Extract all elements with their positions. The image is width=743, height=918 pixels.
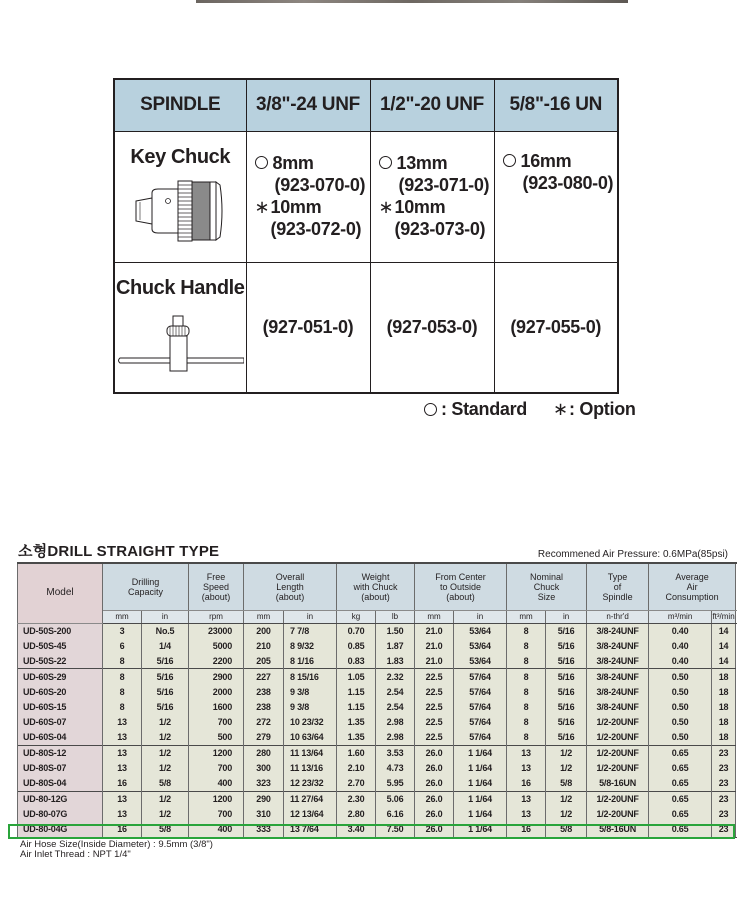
data-cell: 1200 (189, 791, 244, 806)
chuck-table-header-row (114, 79, 618, 131)
data-cell: 23 (712, 822, 736, 837)
data-cell: 400 (189, 822, 244, 837)
data-cell: 0.70 (337, 623, 376, 638)
table-row (18, 730, 736, 745)
data-cell: 400 (189, 776, 244, 791)
data-cell: 57/64 (454, 730, 507, 745)
unit-row (18, 610, 736, 623)
data-cell: 2.54 (376, 684, 415, 699)
chuck-handle-5-8-code: (927-055-0) (494, 263, 618, 393)
data-cell: 57/64 (454, 684, 507, 699)
data-cell: 0.50 (649, 699, 712, 714)
data-cell: 6.16 (376, 807, 415, 822)
chuck-handle-label-cell (114, 263, 246, 393)
data-cell: 16 (103, 822, 142, 837)
data-cell: 5/8 (142, 776, 189, 791)
data-cell: 7.50 (376, 822, 415, 837)
model-cell: UD-50S-22 (18, 654, 103, 669)
data-cell: 8 (507, 638, 546, 653)
data-cell: 1.50 (376, 623, 415, 638)
model-header: Model (18, 563, 103, 623)
data-cell: 1/2 (142, 807, 189, 822)
data-cell: 0.65 (649, 761, 712, 776)
data-cell: 5/16 (546, 715, 587, 730)
unit-header: mm (415, 610, 454, 623)
drill-notes (20, 840, 213, 860)
table-row (18, 807, 736, 822)
table-row (18, 776, 736, 791)
data-cell: 1/2 (546, 745, 587, 760)
air-inlet-note: Air Inlet Thread : NPT 1/4" (20, 849, 131, 860)
data-cell: 53/64 (454, 654, 507, 669)
data-cell: 1/2-20UNF (587, 730, 649, 745)
data-cell: 0.50 (649, 669, 712, 684)
data-cell: 23 (712, 745, 736, 760)
chuck-handle-icon (116, 314, 244, 376)
data-cell: 22.5 (415, 684, 454, 699)
data-cell: 8 (507, 699, 546, 714)
data-cell: 238 (244, 699, 284, 714)
data-cell: 1.60 (337, 745, 376, 760)
legend-option-label: : Option (569, 399, 636, 419)
data-cell: 2.98 (376, 730, 415, 745)
data-cell: 1.35 (337, 715, 376, 730)
data-cell: 8 (507, 730, 546, 745)
data-cell: 2.54 (376, 699, 415, 714)
unit-header: m³/min (649, 610, 712, 623)
data-cell: 8 (507, 684, 546, 699)
data-cell: 5/8 (546, 822, 587, 837)
legend-standard-label: : Standard (441, 399, 528, 419)
data-cell: 200 (244, 623, 284, 638)
data-cell: 1 1/64 (454, 791, 507, 806)
table-row (18, 654, 736, 669)
model-cell: UD-60S-04 (18, 730, 103, 745)
chuck-spindle-table (113, 78, 619, 394)
unit-header: in (454, 610, 507, 623)
data-cell: 26.0 (415, 745, 454, 760)
key-chuck-label: Key Chuck (130, 145, 231, 168)
key-chuck-size: 10mm (394, 196, 446, 217)
data-cell: 2.10 (337, 761, 376, 776)
key-chuck-code: (923-070-0) (274, 174, 366, 195)
data-cell: 8 (103, 654, 142, 669)
unit-header: mm (507, 610, 546, 623)
key-chuck-size: 16mm (520, 150, 572, 171)
key-chuck-size: 10mm (270, 196, 322, 217)
data-cell: 5/8-16UN (587, 776, 649, 791)
data-cell: 290 (244, 791, 284, 806)
data-cell: 4.73 (376, 761, 415, 776)
data-cell: 1 1/64 (454, 761, 507, 776)
data-cell: 5/16 (142, 699, 189, 714)
data-cell: 2.32 (376, 669, 415, 684)
data-cell: 1 1/64 (454, 776, 507, 791)
drilling-capacity-header: Drilling Capacity (103, 563, 189, 610)
data-cell: 53/64 (454, 623, 507, 638)
data-cell: 1/2-20UNF (587, 761, 649, 776)
data-cell: 1.15 (337, 699, 376, 714)
data-cell: 8 15/16 (284, 669, 337, 684)
table-row (18, 623, 736, 638)
data-cell: 3/8-24UNF (587, 638, 649, 653)
unit-header: in (142, 610, 189, 623)
data-cell: 5/16 (546, 730, 587, 745)
data-cell: 205 (244, 654, 284, 669)
data-cell: 3.40 (337, 822, 376, 837)
data-cell: 8 (507, 669, 546, 684)
key-chuck-row (114, 131, 618, 262)
data-cell: 0.65 (649, 791, 712, 806)
chuck-legend (424, 399, 636, 420)
table-row (18, 684, 736, 699)
data-cell: 2.98 (376, 715, 415, 730)
top-image-edge (196, 0, 628, 3)
data-cell: 13 7/64 (284, 822, 337, 837)
data-cell: 227 (244, 669, 284, 684)
data-cell: 13 (507, 807, 546, 822)
data-cell: 5/8 (546, 776, 587, 791)
data-cell: 11 13/64 (284, 745, 337, 760)
drill-table-body (18, 623, 736, 837)
data-cell: 5/16 (546, 623, 587, 638)
data-cell: 23 (712, 761, 736, 776)
data-cell: 323 (244, 776, 284, 791)
data-cell: 210 (244, 638, 284, 653)
data-cell: 22.5 (415, 699, 454, 714)
data-cell: 6 (103, 638, 142, 653)
data-cell: 1/2 (142, 730, 189, 745)
data-cell: 16 (507, 822, 546, 837)
data-cell: 18 (712, 699, 736, 714)
data-cell: 23 (712, 807, 736, 822)
data-cell: 5.06 (376, 791, 415, 806)
data-cell: 1.05 (337, 669, 376, 684)
data-cell: 1/2-20UNF (587, 791, 649, 806)
data-cell: 5/16 (546, 699, 587, 714)
data-cell: 280 (244, 745, 284, 760)
data-cell: 23000 (189, 623, 244, 638)
data-cell: 11 13/16 (284, 761, 337, 776)
data-cell: 0.65 (649, 822, 712, 837)
data-cell: 11 27/64 (284, 791, 337, 806)
data-cell: 18 (712, 669, 736, 684)
nominal-chuck-header: Nominal Chuck Size (507, 563, 587, 610)
data-cell: 1/2 (142, 791, 189, 806)
data-cell: 13 (103, 807, 142, 822)
unit-header: in (284, 610, 337, 623)
model-cell: UD-60S-20 (18, 684, 103, 699)
key-chuck-3-8-cell (246, 131, 370, 262)
data-cell: 0.40 (649, 654, 712, 669)
data-cell: 57/64 (454, 715, 507, 730)
standard-circle-icon (503, 154, 516, 167)
data-cell: 10 23/32 (284, 715, 337, 730)
key-chuck-label-cell (114, 131, 246, 262)
model-cell: UD-60S-29 (18, 669, 103, 684)
drill-header-row (18, 563, 736, 610)
data-cell: 333 (244, 822, 284, 837)
data-cell: 0.83 (337, 654, 376, 669)
key-chuck-size: 13mm (396, 152, 448, 173)
data-cell: 5/16 (142, 684, 189, 699)
data-cell: 3 (103, 623, 142, 638)
unit-header: kg (337, 610, 376, 623)
spindle-3-8-header: 3/8"-24 UNF (246, 79, 370, 131)
data-cell: 1/2-20UNF (587, 745, 649, 760)
unit-header: ft³/min (712, 610, 736, 623)
key-chuck-5-8-cell (494, 131, 618, 262)
data-cell: 8 (103, 684, 142, 699)
weight-header: Weight with Chuck (about) (337, 563, 415, 610)
data-cell: 3/8-24UNF (587, 684, 649, 699)
data-cell: 1/2 (142, 761, 189, 776)
data-cell: 2.70 (337, 776, 376, 791)
data-cell: 2200 (189, 654, 244, 669)
data-cell: 21.0 (415, 623, 454, 638)
data-cell: 500 (189, 730, 244, 745)
key-chuck-icon (134, 179, 226, 243)
table-row (18, 715, 736, 730)
data-cell: 23 (712, 776, 736, 791)
data-cell: 5/16 (546, 669, 587, 684)
data-cell: 300 (244, 761, 284, 776)
data-cell: 1.35 (337, 730, 376, 745)
data-cell: 57/64 (454, 669, 507, 684)
data-cell: 57/64 (454, 699, 507, 714)
data-cell: 1 1/64 (454, 807, 507, 822)
key-chuck-1-2-cell (370, 131, 494, 262)
data-cell: 1/2 (142, 745, 189, 760)
data-cell: 1/2 (546, 761, 587, 776)
data-cell: 3/8-24UNF (587, 699, 649, 714)
data-cell: 0.40 (649, 623, 712, 638)
unit-header: rpm (189, 610, 244, 623)
data-cell: 7 7/8 (284, 623, 337, 638)
data-cell: 5000 (189, 638, 244, 653)
chuck-handle-3-8-code: (927-051-0) (246, 263, 370, 393)
overall-length-header: Overall Length (about) (244, 563, 337, 610)
data-cell: 8 9/32 (284, 638, 337, 653)
data-cell: 238 (244, 684, 284, 699)
table-row (18, 638, 736, 653)
data-cell: 0.65 (649, 745, 712, 760)
air-hose-note: Air Hose Size(Inside Diameter) : 9.5mm (3/8") (20, 839, 213, 850)
spindle-type-header: Type of Spindle (587, 563, 649, 610)
recommended-pressure: Recommened Air Pressure: 0.6MPa(85psi) (537, 549, 728, 560)
data-cell: 18 (712, 730, 736, 745)
data-cell: 5/8-16UN (587, 822, 649, 837)
data-cell: 13 (103, 791, 142, 806)
data-cell: 2900 (189, 669, 244, 684)
data-cell: 1.83 (376, 654, 415, 669)
data-cell: 8 (507, 654, 546, 669)
data-cell: 0.85 (337, 638, 376, 653)
data-cell: 13 (507, 791, 546, 806)
option-asterisk-icon: ∗ (553, 399, 568, 419)
data-cell: 0.65 (649, 776, 712, 791)
data-cell: 2.80 (337, 807, 376, 822)
data-cell: 1200 (189, 745, 244, 760)
key-chuck-size: 8mm (272, 152, 314, 173)
data-cell: 0.40 (649, 638, 712, 653)
table-row (18, 669, 736, 684)
data-cell: 3/8-24UNF (587, 654, 649, 669)
data-cell: 8 (507, 623, 546, 638)
model-cell: UD-80S-07 (18, 761, 103, 776)
data-cell: 5/16 (546, 638, 587, 653)
data-cell: 1/2 (142, 715, 189, 730)
data-cell: 18 (712, 715, 736, 730)
data-cell: 5.95 (376, 776, 415, 791)
data-cell: 5/16 (142, 654, 189, 669)
model-cell: UD-50S-45 (18, 638, 103, 653)
free-speed-header: Free Speed (about) (189, 563, 244, 610)
data-cell: 3.53 (376, 745, 415, 760)
data-cell: 12 23/32 (284, 776, 337, 791)
key-chuck-code: (923-071-0) (398, 174, 490, 195)
option-asterisk-icon: ∗ (378, 196, 394, 217)
data-cell: 16 (103, 776, 142, 791)
data-cell: 18 (712, 684, 736, 699)
data-cell: 13 (507, 745, 546, 760)
data-cell: 0.50 (649, 730, 712, 745)
data-cell: 5/16 (142, 669, 189, 684)
model-cell: UD-60S-15 (18, 699, 103, 714)
data-cell: 0.65 (649, 807, 712, 822)
data-cell: 1/2-20UNF (587, 807, 649, 822)
data-cell: 0.50 (649, 684, 712, 699)
option-asterisk-icon: ∗ (254, 196, 270, 217)
model-cell: UD-80-07G (18, 807, 103, 822)
data-cell: 13 (103, 761, 142, 776)
data-cell: 272 (244, 715, 284, 730)
data-cell: 14 (712, 638, 736, 653)
data-cell: 22.5 (415, 715, 454, 730)
spindle-1-2-header: 1/2"-20 UNF (370, 79, 494, 131)
data-cell: 5/16 (546, 684, 587, 699)
model-cell: UD-80-04G (18, 822, 103, 837)
unit-header: mm (244, 610, 284, 623)
data-cell: 1600 (189, 699, 244, 714)
unit-header: mm (103, 610, 142, 623)
model-cell: UD-50S-200 (18, 623, 103, 638)
data-cell: 53/64 (454, 638, 507, 653)
data-cell: 26.0 (415, 822, 454, 837)
data-cell: 1/2 (546, 807, 587, 822)
data-cell: 1 1/64 (454, 745, 507, 760)
data-cell: 22.5 (415, 730, 454, 745)
unit-header: lb (376, 610, 415, 623)
drill-spec-table (17, 562, 736, 838)
data-cell: 22.5 (415, 669, 454, 684)
data-cell: 8 1/16 (284, 654, 337, 669)
data-cell: 3/8-24UNF (587, 623, 649, 638)
data-cell: 14 (712, 623, 736, 638)
unit-header: in (546, 610, 587, 623)
data-cell: 5/16 (546, 654, 587, 669)
data-cell: 26.0 (415, 776, 454, 791)
table-row (18, 699, 736, 714)
data-cell: 16 (507, 776, 546, 791)
chuck-handle-1-2-code: (927-053-0) (370, 263, 494, 393)
data-cell: 2000 (189, 684, 244, 699)
key-chuck-code: (923-073-0) (394, 218, 486, 239)
table-row (18, 745, 736, 760)
chuck-handle-row (114, 263, 618, 393)
data-cell: 1 1/64 (454, 822, 507, 837)
model-cell: UD-80S-12 (18, 745, 103, 760)
model-cell: UD-60S-07 (18, 715, 103, 730)
standard-circle-icon (424, 403, 437, 416)
data-cell: 700 (189, 761, 244, 776)
data-cell: 3/8-24UNF (587, 669, 649, 684)
data-cell: 9 3/8 (284, 699, 337, 714)
data-cell: 13 (103, 745, 142, 760)
data-cell: 1/2-20UNF (587, 715, 649, 730)
data-cell: 13 (507, 761, 546, 776)
data-cell: 0.50 (649, 715, 712, 730)
data-cell: 26.0 (415, 761, 454, 776)
data-cell: 8 (103, 699, 142, 714)
data-cell: 21.0 (415, 638, 454, 653)
data-cell: 26.0 (415, 807, 454, 822)
data-cell: 9 3/8 (284, 684, 337, 699)
air-consumption-header: Average Air Consumption (649, 563, 736, 610)
table-row (18, 761, 736, 776)
center-to-outside-header: From Center to Outside (about) (415, 563, 507, 610)
spindle-header: SPINDLE (114, 79, 246, 131)
data-cell: 1/4 (142, 638, 189, 653)
table-row (18, 791, 736, 806)
data-cell: 26.0 (415, 791, 454, 806)
chuck-handle-label: Chuck Handle (115, 277, 245, 300)
data-cell: 279 (244, 730, 284, 745)
data-cell: 14 (712, 654, 736, 669)
data-cell: 700 (189, 807, 244, 822)
model-cell: UD-80-12G (18, 791, 103, 806)
data-cell: 1.87 (376, 638, 415, 653)
data-cell: 10 63/64 (284, 730, 337, 745)
data-cell: 5/8 (142, 822, 189, 837)
data-cell: No.5 (142, 623, 189, 638)
table-row (18, 822, 736, 837)
standard-circle-icon (255, 156, 268, 169)
data-cell: 2.30 (337, 791, 376, 806)
key-chuck-code: (923-072-0) (270, 218, 362, 239)
key-chuck-code: (923-080-0) (522, 172, 614, 193)
data-cell: 1/2 (546, 791, 587, 806)
data-cell: 1.15 (337, 684, 376, 699)
standard-circle-icon (379, 156, 392, 169)
data-cell: 310 (244, 807, 284, 822)
data-cell: 12 13/64 (284, 807, 337, 822)
data-cell: 21.0 (415, 654, 454, 669)
data-cell: 8 (507, 715, 546, 730)
data-cell: 700 (189, 715, 244, 730)
model-cell: UD-80S-04 (18, 776, 103, 791)
spindle-5-8-header: 5/8"-16 UN (494, 79, 618, 131)
drill-table-title: 소형DRILL STRAIGHT TYPE (18, 543, 220, 560)
data-cell: 13 (103, 730, 142, 745)
data-cell: 13 (103, 715, 142, 730)
data-cell: 23 (712, 791, 736, 806)
unit-header: n-thr'd (587, 610, 649, 623)
data-cell: 8 (103, 669, 142, 684)
